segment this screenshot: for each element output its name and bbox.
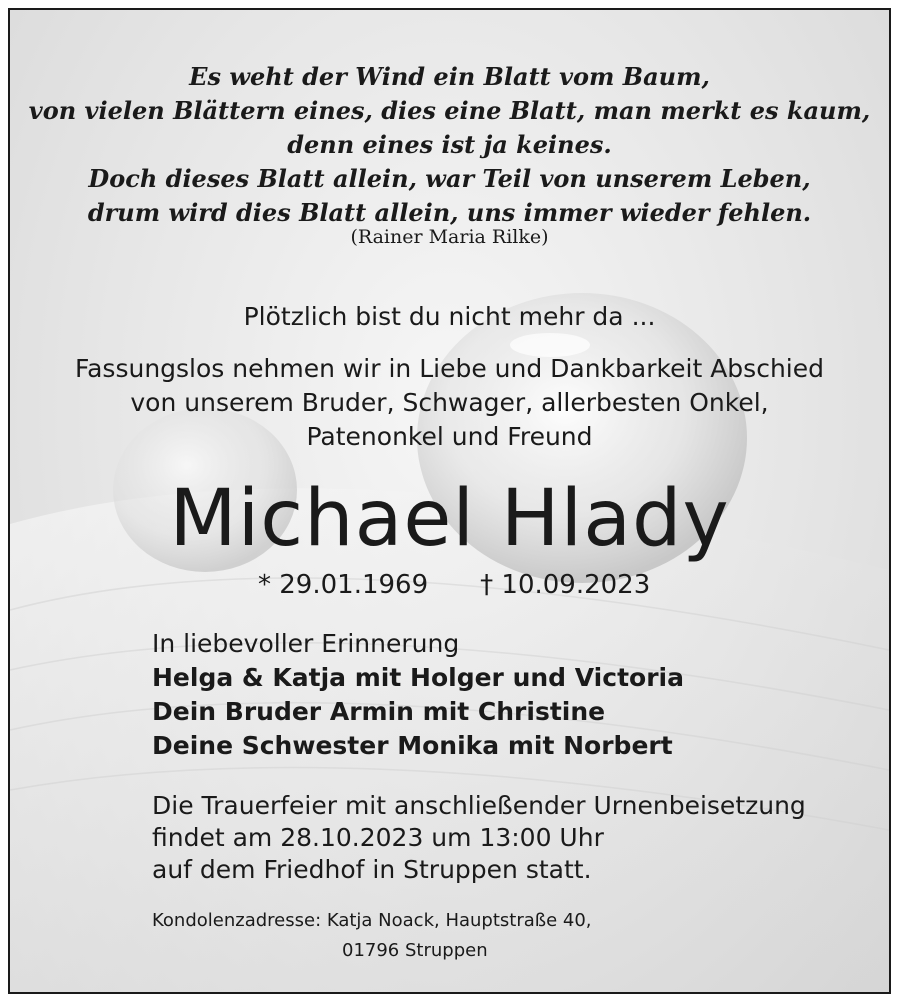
intro-line: von unserem Bruder, Schwager, allerbesten Onkel, <box>130 388 769 417</box>
poem-line: von vielen Blättern eines, dies eine Blatt, man merkt es kaum, <box>28 96 871 125</box>
intro-line: Patenonkel und Freund <box>306 422 593 451</box>
family-member: Deine Schwester Monika mit Norbert <box>152 731 673 760</box>
service-line: auf dem Friedhof in Struppen statt. <box>152 855 592 884</box>
poem-author: (Rainer Maria Rilke) <box>350 226 549 248</box>
condolence-address: Kondolenzadresse: Katja Noack, Hauptstraße 40, <box>152 910 592 931</box>
condolence-city: 01796 Struppen <box>342 940 488 961</box>
family-member: Dein Bruder Armin mit Christine <box>152 697 606 726</box>
intro-line: Fassungslos nehmen wir in Liebe und Dankbarkeit Abschied <box>75 354 824 383</box>
birth-date: * 29.01.1969 <box>258 570 429 600</box>
service-line: Die Trauerfeier mit anschließender Urnenbeisetzung <box>152 791 806 820</box>
poem-line: denn eines ist ja keines. <box>287 130 612 159</box>
poem-line: Es weht der Wind ein Blatt vom Baum, <box>189 62 710 91</box>
death-date: † 10.09.2023 <box>480 570 651 600</box>
deceased-name: Michael Hlady <box>169 474 730 564</box>
intro-text <box>10 352 889 454</box>
poem <box>10 60 889 230</box>
life-dates <box>258 570 650 600</box>
poem-line: drum wird dies Blatt allein, uns immer wieder fehlen. <box>87 198 812 227</box>
poem-line: Doch dieses Blatt allein, war Teil von unserem Leben, <box>88 164 811 193</box>
service-line: findet am 28.10.2023 um 13:00 Uhr <box>152 823 604 852</box>
obituary-card <box>8 8 891 994</box>
service-info <box>152 790 806 886</box>
family-heading: In liebevoller Erinnerung <box>152 629 460 658</box>
family-block <box>152 627 684 763</box>
intro-sudden: Plötzlich bist du nicht mehr da ... <box>243 302 656 331</box>
family-member: Helga & Katja mit Holger und Victoria <box>152 663 684 692</box>
